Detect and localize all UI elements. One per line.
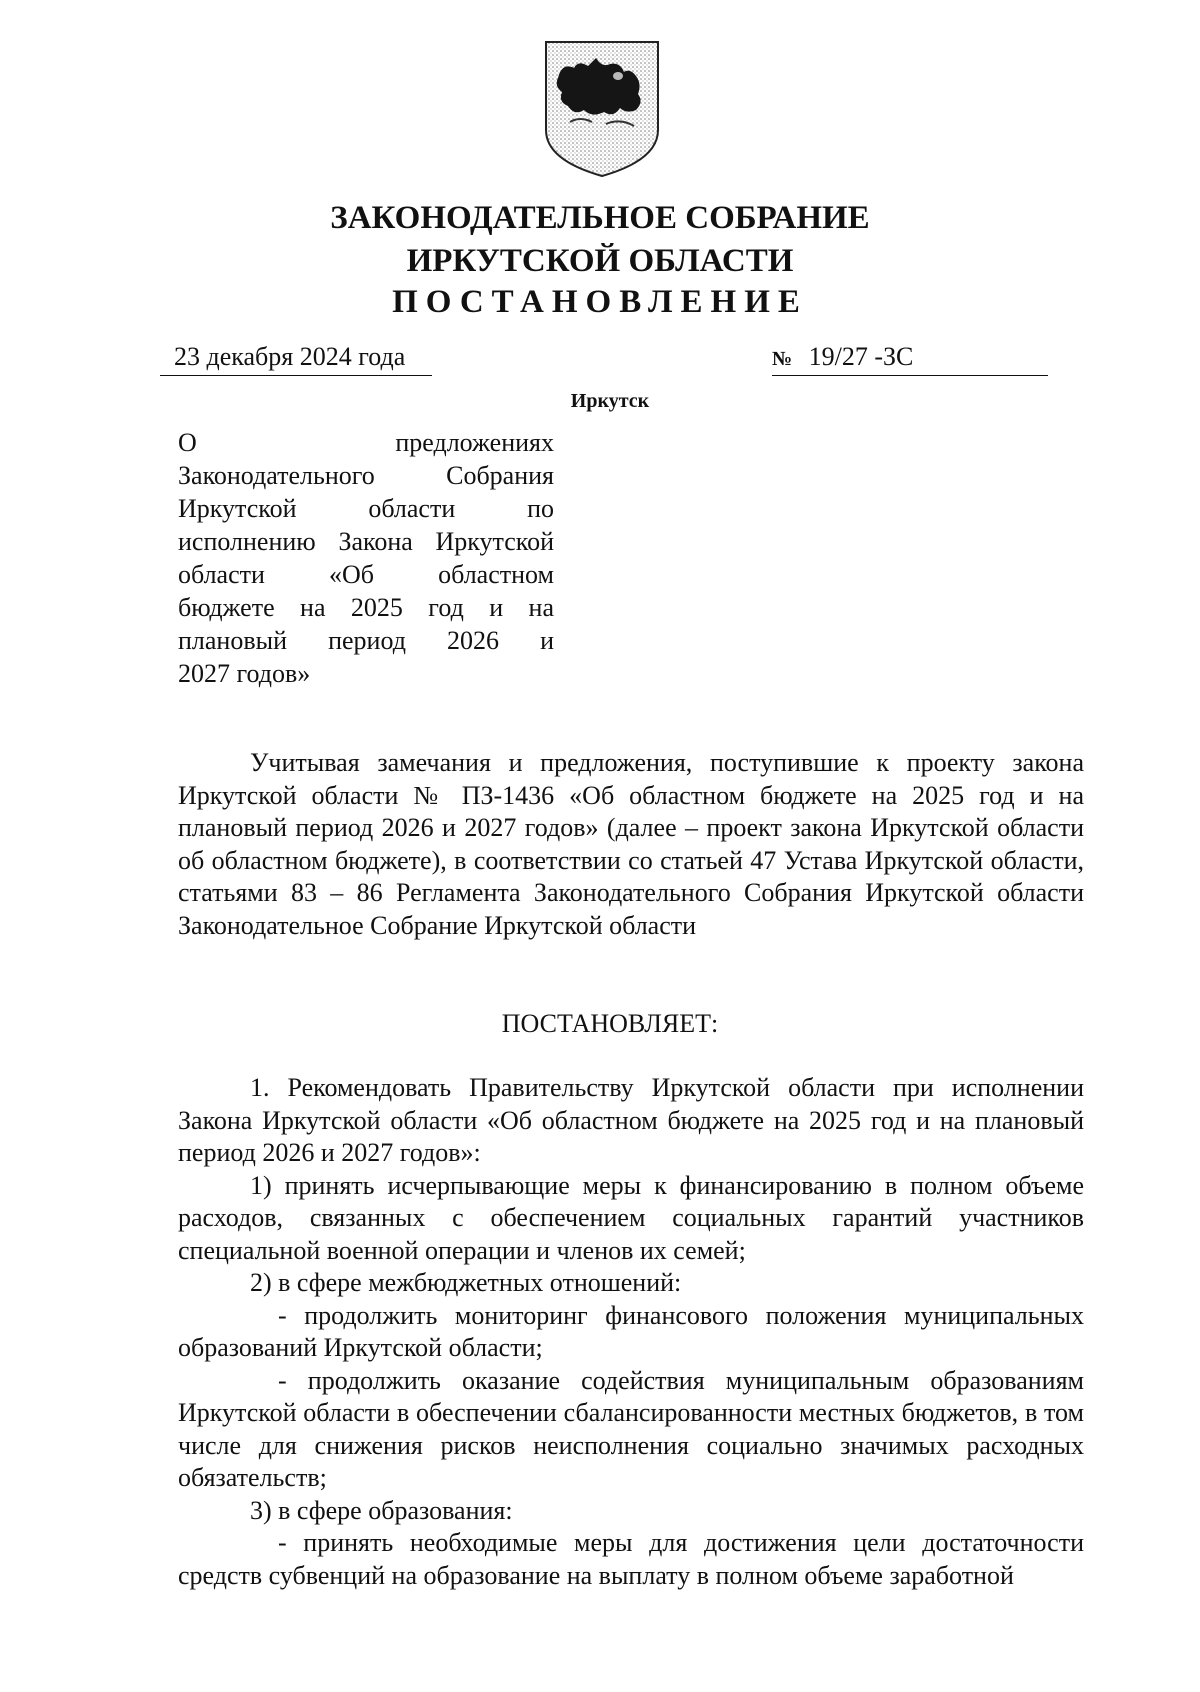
subject-line: плановый период 2026 и: [178, 626, 554, 655]
resolution-item: 1) принять исчерпывающие меры к финансированию в полном объеме расходов, связанных с обеспечением социальных гарантий участников специальной военной операции и членов их семей;: [178, 1170, 1084, 1265]
resolution-item: - продолжить мониторинг финансового положения муниципальных образований Иркутской области;: [178, 1300, 1084, 1362]
document-city: Иркутск: [570, 390, 650, 412]
document-number: 19/27 -ЗС: [808, 342, 914, 371]
resolution-item: 3) в сфере образования:: [250, 1495, 513, 1525]
number-sign: №: [772, 348, 793, 370]
document-number-block: [772, 340, 1048, 376]
resolve-heading: ПОСТАНОВЛЯЕТ:: [501, 1009, 719, 1038]
subject-line: 2027 годов»: [178, 659, 311, 688]
resolution-item: 1. Рекомендовать Правительству Иркутской области при исполнении Закона Иркутской области «Об областном бюджете на 2025 год и на плановый период 2026 и 2027 годов»:: [178, 1073, 1084, 1167]
subject-line: области «Об областном: [178, 560, 554, 589]
document-type: ПОСТАНОВЛЕНИЕ: [392, 284, 808, 320]
subject-line: Законодательного Собрания: [178, 461, 554, 490]
resolution-item: - принять необходимые меры для достижения цели достаточности средств субвенций на образование на выплату в полном объеме заработной: [178, 1528, 1084, 1590]
issuer-region: ИРКУТСКОЙ ОБЛАСТИ: [406, 243, 794, 279]
subject-line: Иркутской области по: [178, 494, 554, 523]
issuer-title: ЗАКОНОДАТЕЛЬНОЕ СОБРАНИЕ: [330, 200, 870, 236]
coat-of-arms-icon: [540, 38, 664, 180]
resolution-item: - продолжить оказание содействия муниципальным образованиям Иркутской области в обеспечении сбалансированности местных бюджетов, в том числе для снижения рисков неисполнения социально значимых расходных обязательств;: [178, 1365, 1084, 1492]
subject-line: О предложениях: [178, 428, 554, 457]
resolution-items: [178, 1072, 1084, 1592]
subject-line: исполнению Закона Иркутской: [178, 527, 554, 556]
document-date: 23 декабря 2024 года: [160, 340, 432, 376]
resolution-item: 2) в сфере межбюджетных отношений:: [250, 1268, 682, 1297]
subject-line: бюджете на 2025 год и на: [178, 593, 554, 622]
preamble-paragraph: Учитывая замечания и предложения, поступившие к проекту закона Иркутской области № ПЗ-1436 «Об областном бюджете на 2025 год и на плановый период 2026 и 2027 годов» (далее – проект закона Иркутской области об областном бюджете), в соответствии со статьей 47 Устава Иркутской области, статьями 83 – 86 Регламента Законодательного Собрания Иркутской области Законодательное Собрание Иркутской области: [178, 748, 1084, 940]
document-subject: [178, 426, 554, 690]
